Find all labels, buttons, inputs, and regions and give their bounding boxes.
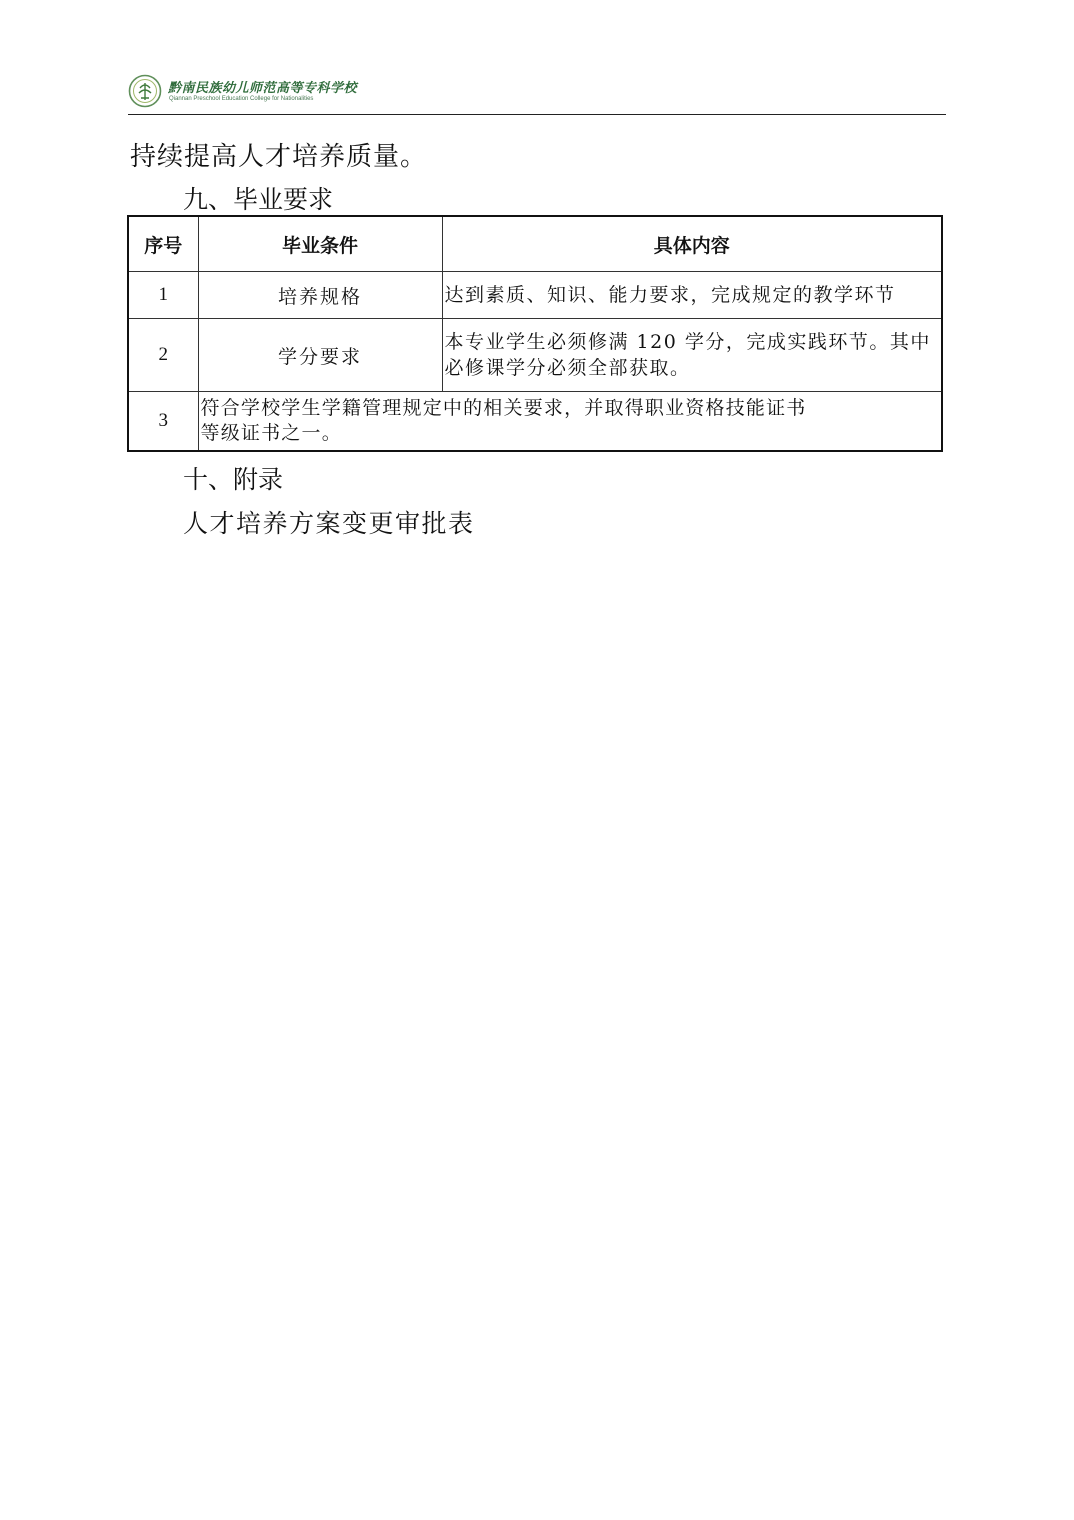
row-number: 3 xyxy=(128,392,198,452)
school-name-en: Qiannan Preschool Education College for Nationalities xyxy=(169,96,314,102)
header-condition: 毕业条件 xyxy=(198,216,442,272)
page-header xyxy=(128,72,946,115)
table-row xyxy=(128,392,942,452)
row-content-line: 符合学校学生学籍管理规定中的相关要求，并取得职业资格技能证书 xyxy=(200,397,807,419)
row-condition: 学分要求 xyxy=(198,319,442,392)
table-header-row xyxy=(128,216,942,272)
row-content: 达到素质、知识、能力要求，完成规定的教学环节 xyxy=(442,272,942,319)
continued-paragraph: 持续提高人才培养质量。 xyxy=(130,142,428,172)
header-content: 具体内容 xyxy=(442,216,942,272)
row-condition: 培养规格 xyxy=(198,272,442,319)
row-content-line: 等级证书之一。 xyxy=(200,422,342,444)
section-heading-graduation-requirements: 九、毕业要求 xyxy=(183,185,334,214)
table-row xyxy=(128,319,942,392)
row-content-line: 本专业学生必须修满 120 学分，完成实践环节。其中 xyxy=(444,331,931,353)
appendix-item: 人才培养方案变更审批表 xyxy=(183,509,475,538)
college-emblem-icon xyxy=(128,74,162,108)
row-number: 1 xyxy=(128,272,198,319)
school-name-cn: 黔南民族幼儿师范高等专科学校 xyxy=(168,81,358,96)
section-heading-appendix: 十、附录 xyxy=(183,465,284,494)
table-row xyxy=(128,272,942,319)
row-content xyxy=(198,392,942,452)
header-no: 序号 xyxy=(128,216,198,272)
row-content xyxy=(442,319,942,392)
graduation-requirements-table xyxy=(127,215,943,452)
row-number: 2 xyxy=(128,319,198,392)
row-content-line: 必修课学分必须全部获取。 xyxy=(444,357,691,379)
